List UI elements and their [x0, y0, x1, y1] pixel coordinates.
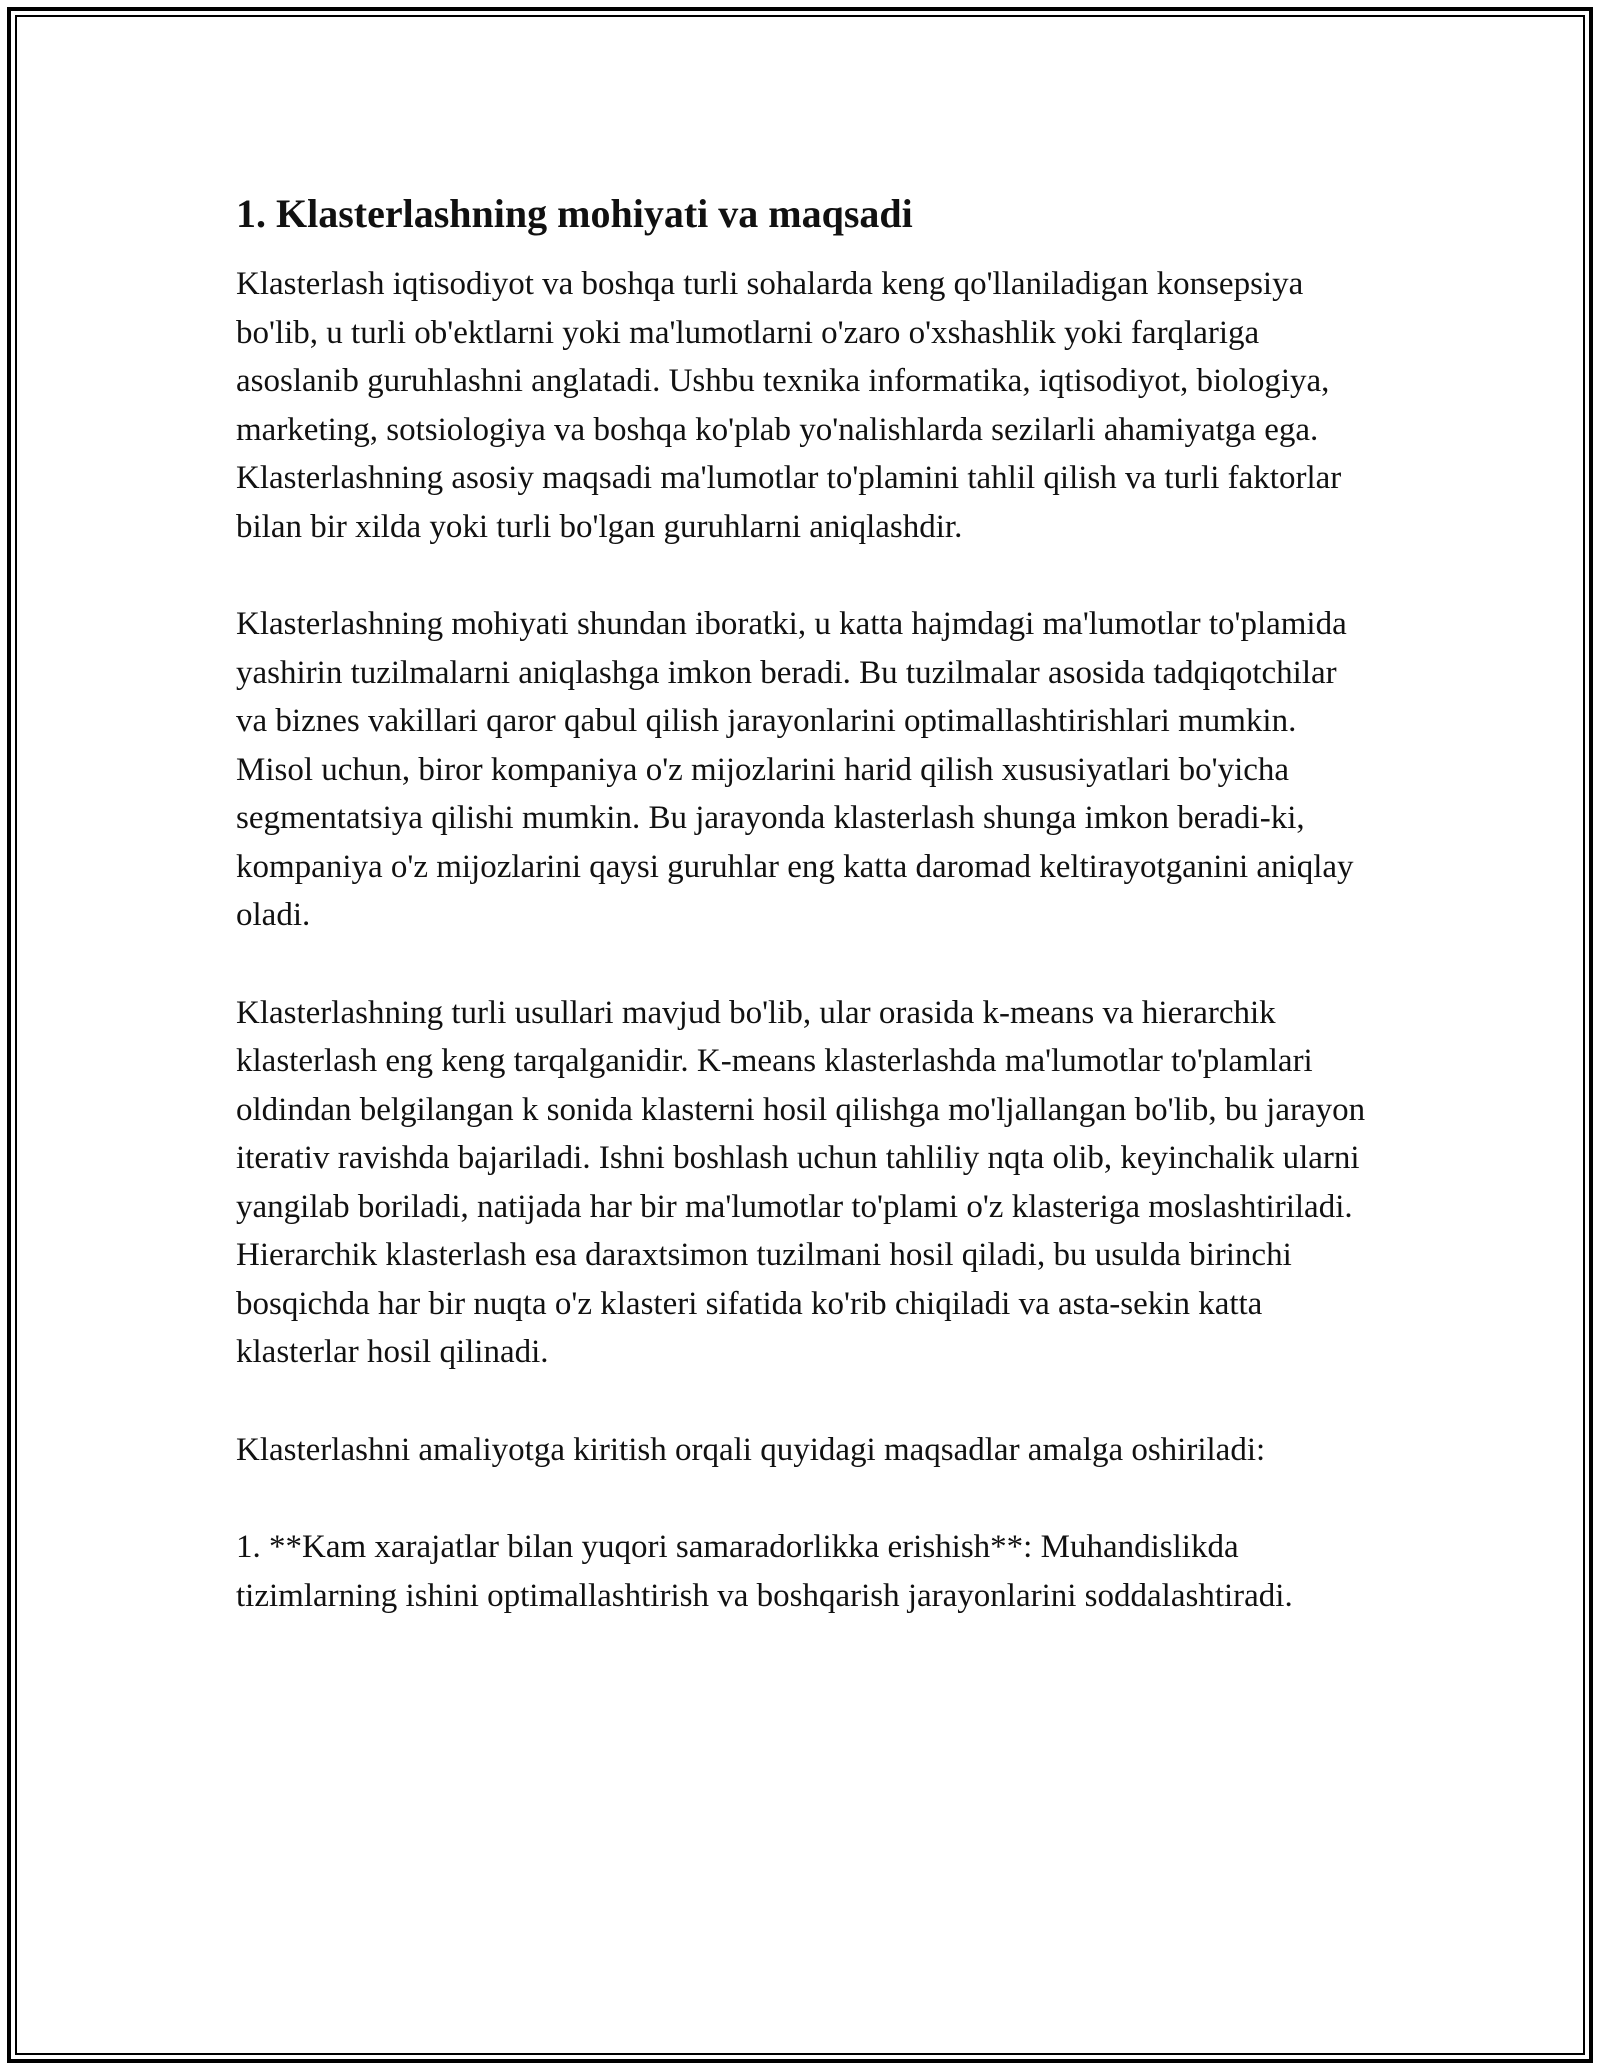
section-heading: 1. Klasterlashning mohiyati va maqsadi: [236, 191, 913, 236]
list-item-1: 1. **Kam xarajatlar bilan yuqori samaradorlikka erishish**: Muhandislikda tizimlarning ishini optimallashtirish va boshqarish jarayonlarini soddalashtiradi.: [236, 1529, 1293, 1614]
document-body: [236, 180, 1366, 1669]
paragraph-4: Klasterlashni amaliyotga kiritish orqali quyidagi maqsadlar amalga oshiriladi:: [236, 1431, 1266, 1468]
paragraph-2: Klasterlashning mohiyati shundan iboratki, u katta hajmdagi ma'lumotlar to'plamida yashirin tuzilmalarni aniqlashga imkon beradi. Bu tuzilmalar asosida tadqiqotchilar va biznes vakillari qaror qabul qilish jarayonlarini optimallashtirishlari mumkin. Misol uchun, biror kompaniya o'z mijozlarini harid qilish xususiyatlari bo'yicha segmentatsiya qilishi mumkin. Bu jarayonda klasterlash shunga imkon beradi-ki, kompaniya o'z mijozlarini qaysi guruhlar eng katta daromad keltirayotganini aniqlay oladi.: [236, 606, 1354, 933]
paragraph-3: Klasterlashning turli usullari mavjud bo'lib, ular orasida k-means va hierarchik klasterlash eng keng tarqalganidir. K-means klasterlashda ma'lumotlar to'plamlari oldindan belgilangan k sonida klasterni hosil qilishga mo'ljallangan bo'lib, bu jarayon iterativ ravishda bajariladi. Ishni boshlash uchun tahliliy nqta olib, keyinchalik ularni yangilab boriladi, natijada har bir ma'lumotlar to'plami o'z klasteriga moslashtiriladi. Hierarchik klasterlash esa daraxtsimon tuzilmani hosil qiladi, bu usulda birinchi bosqichda har bir nuqta o'z klasteri sifatida ko'rib chiqiladi va asta-sekin katta klasterlar hosil qilinadi.: [236, 994, 1366, 1370]
paragraph-1: Klasterlash iqtisodiyot va boshqa turli sohalarda keng qo'llaniladigan konsepsiya bo'lib, u turli ob'ektlarni yoki ma'lumotlarni o'zaro o'xshashlik yoki farqlariga asoslanib guruhlashni anglatadi. Ushbu texnika informatika, iqtisodiyot, biologiya, marketing, sotsiologiya va boshqa ko'plab yo'nalishlarda sezilarli ahamiyatga ega. Klasterlashning asosiy maqsadi ma'lumotlar to'plamini tahlil qilish va turli faktorlar bilan bir xilda yoki turli bo'lgan guruhlarni aniqlashdir.: [236, 266, 1342, 545]
